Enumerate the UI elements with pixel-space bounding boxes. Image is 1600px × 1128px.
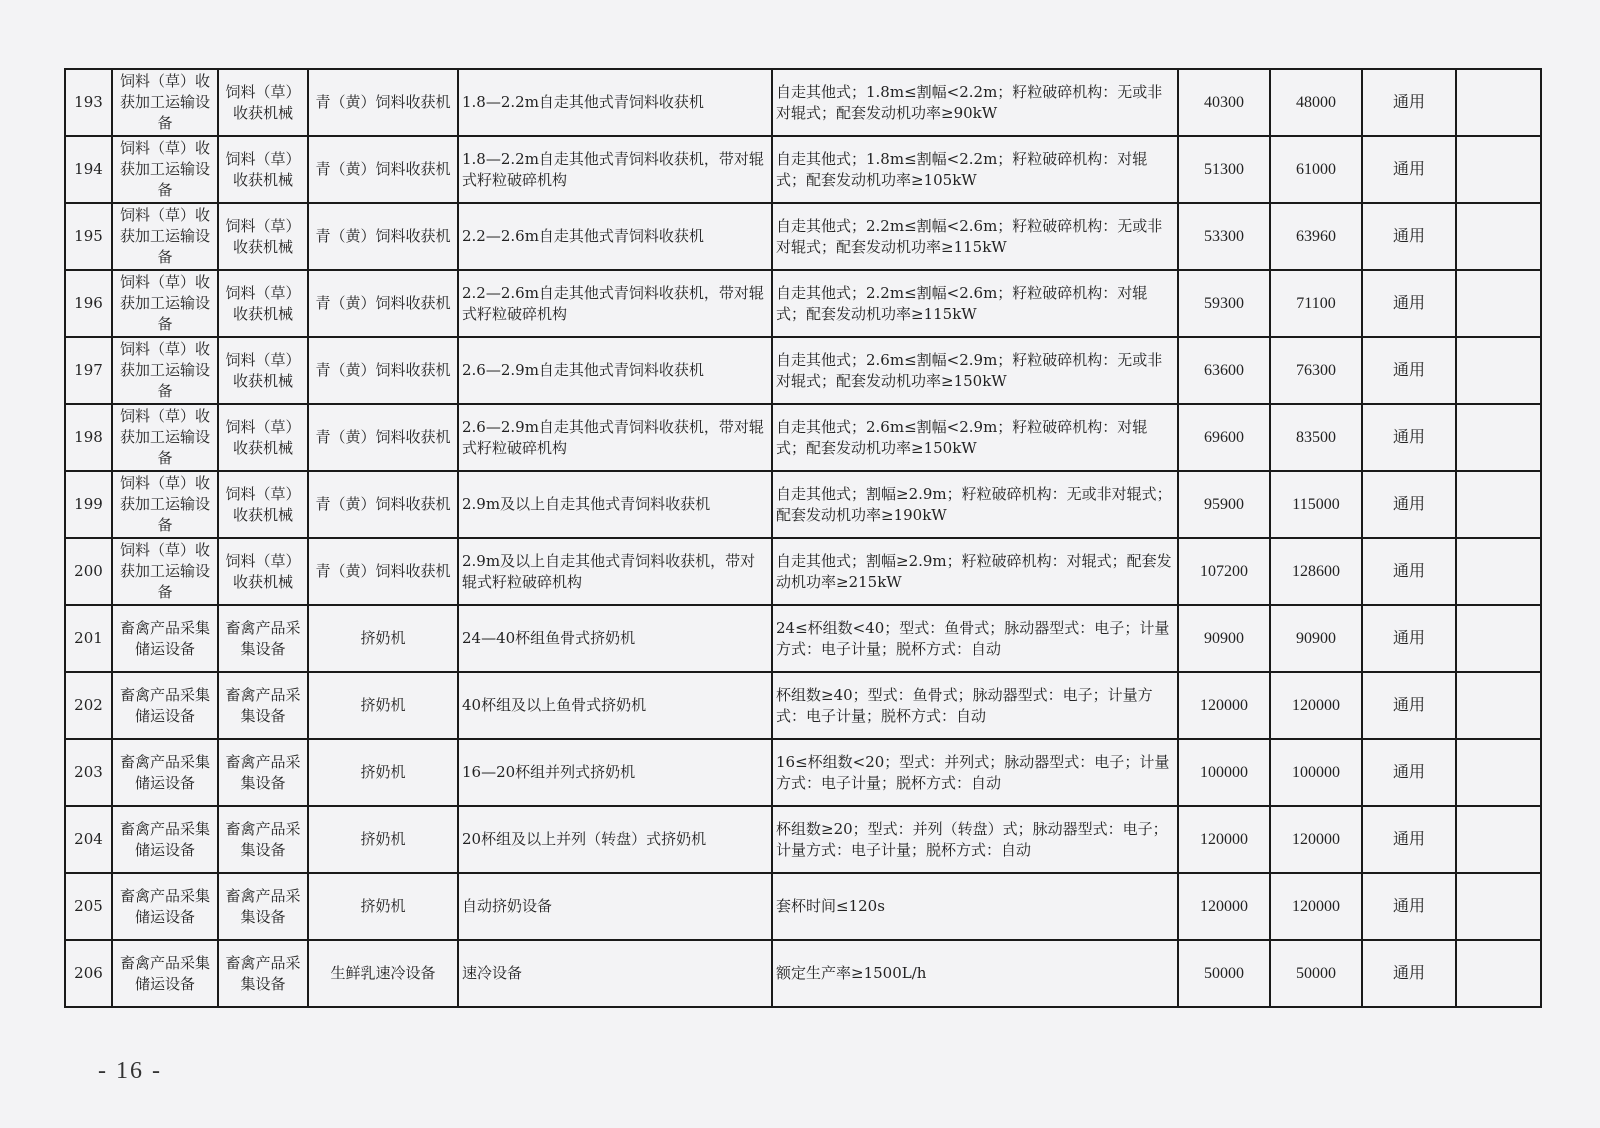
row-number-cell: 201 — [65, 605, 112, 672]
subsidy-amount-cell: 120000 — [1178, 806, 1270, 873]
spec-cell: 套杯时间≤120s — [772, 873, 1178, 940]
row-number-cell: 199 — [65, 471, 112, 538]
subsidy-amount-cell-2: 61000 — [1270, 136, 1362, 203]
subsidy-amount-cell: 120000 — [1178, 672, 1270, 739]
note-cell — [1456, 270, 1541, 337]
tier-name-cell: 2.2—2.6m自走其他式青饲料收获机 — [458, 203, 772, 270]
tier-name-cell: 自动挤奶设备 — [458, 873, 772, 940]
category-item-cell: 青（黄）饲料收获机 — [308, 203, 458, 270]
table-row — [65, 337, 1541, 404]
row-number-cell: 206 — [65, 940, 112, 1007]
category-minor-cell: 饲料（草）收获机械 — [218, 404, 308, 471]
category-major-cell: 畜禽产品采集储运设备 — [112, 605, 218, 672]
tier-name-cell: 40杯组及以上鱼骨式挤奶机 — [458, 672, 772, 739]
category-item-cell: 挤奶机 — [308, 739, 458, 806]
note-cell — [1456, 806, 1541, 873]
table-row — [65, 605, 1541, 672]
subsidy-amount-cell: 50000 — [1178, 940, 1270, 1007]
spec-cell: 自走其他式；割幅≥2.9m；籽粒破碎机构：对辊式；配套发动机功率≥215kW — [772, 538, 1178, 605]
category-item-cell: 挤奶机 — [308, 806, 458, 873]
note-cell — [1456, 739, 1541, 806]
tier-name-cell: 16—20杯组并列式挤奶机 — [458, 739, 772, 806]
scope-cell: 通用 — [1362, 739, 1456, 806]
category-major-cell: 饲料（草）收获加工运输设备 — [112, 136, 218, 203]
tier-name-cell: 1.8—2.2m自走其他式青饲料收获机，带对辊式籽粒破碎机构 — [458, 136, 772, 203]
table-row — [65, 940, 1541, 1007]
category-major-cell: 畜禽产品采集储运设备 — [112, 672, 218, 739]
category-major-cell: 畜禽产品采集储运设备 — [112, 739, 218, 806]
subsidy-amount-cell-2: 120000 — [1270, 873, 1362, 940]
spec-cell: 自走其他式；割幅≥2.9m；籽粒破碎机构：无或非对辊式；配套发动机功率≥190kW — [772, 471, 1178, 538]
note-cell — [1456, 203, 1541, 270]
scope-cell: 通用 — [1362, 605, 1456, 672]
scope-cell: 通用 — [1362, 672, 1456, 739]
category-item-cell: 生鲜乳速冷设备 — [308, 940, 458, 1007]
category-major-cell: 饲料（草）收获加工运输设备 — [112, 404, 218, 471]
subsidy-amount-cell: 51300 — [1178, 136, 1270, 203]
category-item-cell: 青（黄）饲料收获机 — [308, 404, 458, 471]
spec-cell: 自走其他式；2.2m≤割幅<2.6m；籽粒破碎机构：对辊式；配套发动机功率≥115kW — [772, 270, 1178, 337]
category-item-cell: 挤奶机 — [308, 605, 458, 672]
note-cell — [1456, 605, 1541, 672]
table-row — [65, 203, 1541, 270]
note-cell — [1456, 337, 1541, 404]
scope-cell: 通用 — [1362, 940, 1456, 1007]
category-minor-cell: 饲料（草）收获机械 — [218, 337, 308, 404]
category-item-cell: 青（黄）饲料收获机 — [308, 538, 458, 605]
category-major-cell: 饲料（草）收获加工运输设备 — [112, 538, 218, 605]
tier-name-cell: 20杯组及以上并列（转盘）式挤奶机 — [458, 806, 772, 873]
scope-cell: 通用 — [1362, 404, 1456, 471]
category-major-cell: 饲料（草）收获加工运输设备 — [112, 337, 218, 404]
scope-cell: 通用 — [1362, 270, 1456, 337]
category-item-cell: 青（黄）饲料收获机 — [308, 69, 458, 136]
tier-name-cell: 2.9m及以上自走其他式青饲料收获机 — [458, 471, 772, 538]
note-cell — [1456, 538, 1541, 605]
tier-name-cell: 2.6—2.9m自走其他式青饲料收获机 — [458, 337, 772, 404]
subsidy-amount-cell: 63600 — [1178, 337, 1270, 404]
tier-name-cell: 2.6—2.9m自走其他式青饲料收获机，带对辊式籽粒破碎机构 — [458, 404, 772, 471]
category-major-cell: 畜禽产品采集储运设备 — [112, 806, 218, 873]
table-row — [65, 69, 1541, 136]
category-major-cell: 饲料（草）收获加工运输设备 — [112, 69, 218, 136]
subsidy-amount-cell-2: 48000 — [1270, 69, 1362, 136]
table-row — [65, 672, 1541, 739]
spec-cell: 自走其他式；1.8m≤割幅<2.2m；籽粒破碎机构：无或非对辊式；配套发动机功率≥90kW — [772, 69, 1178, 136]
table-row — [65, 873, 1541, 940]
category-major-cell: 畜禽产品采集储运设备 — [112, 940, 218, 1007]
row-number-cell: 198 — [65, 404, 112, 471]
scope-cell: 通用 — [1362, 337, 1456, 404]
category-minor-cell: 畜禽产品采集设备 — [218, 940, 308, 1007]
subsidy-amount-cell: 95900 — [1178, 471, 1270, 538]
tier-name-cell: 1.8—2.2m自走其他式青饲料收获机 — [458, 69, 772, 136]
category-minor-cell: 饲料（草）收获机械 — [218, 69, 308, 136]
note-cell — [1456, 940, 1541, 1007]
subsidy-amount-cell: 40300 — [1178, 69, 1270, 136]
subsidy-amount-cell-2: 83500 — [1270, 404, 1362, 471]
tier-name-cell: 速冷设备 — [458, 940, 772, 1007]
spec-cell: 自走其他式；2.2m≤割幅<2.6m；籽粒破碎机构：无或非对辊式；配套发动机功率≥115kW — [772, 203, 1178, 270]
subsidy-amount-cell-2: 100000 — [1270, 739, 1362, 806]
category-minor-cell: 饲料（草）收获机械 — [218, 270, 308, 337]
row-number-cell: 194 — [65, 136, 112, 203]
note-cell — [1456, 404, 1541, 471]
scope-cell: 通用 — [1362, 873, 1456, 940]
spec-cell: 24≤杯组数<40；型式：鱼骨式；脉动器型式：电子；计量方式：电子计量；脱杯方式：自动 — [772, 605, 1178, 672]
row-number-cell: 204 — [65, 806, 112, 873]
table-row — [65, 739, 1541, 806]
scope-cell: 通用 — [1362, 538, 1456, 605]
category-minor-cell: 畜禽产品采集设备 — [218, 605, 308, 672]
page-number: - 16 - — [98, 1058, 162, 1084]
spec-cell: 额定生产率≥1500L/h — [772, 940, 1178, 1007]
scope-cell: 通用 — [1362, 471, 1456, 538]
subsidy-amount-cell-2: 63960 — [1270, 203, 1362, 270]
scope-cell: 通用 — [1362, 69, 1456, 136]
category-major-cell: 饲料（草）收获加工运输设备 — [112, 203, 218, 270]
note-cell — [1456, 672, 1541, 739]
tier-name-cell: 24—40杯组鱼骨式挤奶机 — [458, 605, 772, 672]
scope-cell: 通用 — [1362, 136, 1456, 203]
subsidy-amount-cell-2: 120000 — [1270, 672, 1362, 739]
row-number-cell: 197 — [65, 337, 112, 404]
table-row — [65, 471, 1541, 538]
subsidy-amount-cell-2: 76300 — [1270, 337, 1362, 404]
subsidy-table — [64, 68, 1542, 1008]
subsidy-amount-cell-2: 71100 — [1270, 270, 1362, 337]
subsidy-amount-cell: 120000 — [1178, 873, 1270, 940]
note-cell — [1456, 471, 1541, 538]
tier-name-cell: 2.9m及以上自走其他式青饲料收获机，带对辊式籽粒破碎机构 — [458, 538, 772, 605]
spec-cell: 自走其他式；2.6m≤割幅<2.9m；籽粒破碎机构：无或非对辊式；配套发动机功率≥150kW — [772, 337, 1178, 404]
category-item-cell: 青（黄）饲料收获机 — [308, 270, 458, 337]
scope-cell: 通用 — [1362, 806, 1456, 873]
row-number-cell: 205 — [65, 873, 112, 940]
table-row — [65, 404, 1541, 471]
spec-cell: 自走其他式；2.6m≤割幅<2.9m；籽粒破碎机构：对辊式；配套发动机功率≥150kW — [772, 404, 1178, 471]
row-number-cell: 203 — [65, 739, 112, 806]
subsidy-amount-cell-2: 90900 — [1270, 605, 1362, 672]
tier-name-cell: 2.2—2.6m自走其他式青饲料收获机，带对辊式籽粒破碎机构 — [458, 270, 772, 337]
spec-cell: 16≤杯组数<20；型式：并列式；脉动器型式：电子；计量方式：电子计量；脱杯方式：自动 — [772, 739, 1178, 806]
row-number-cell: 202 — [65, 672, 112, 739]
note-cell — [1456, 136, 1541, 203]
subsidy-amount-cell-2: 120000 — [1270, 806, 1362, 873]
row-number-cell: 193 — [65, 69, 112, 136]
category-item-cell: 青（黄）饲料收获机 — [308, 471, 458, 538]
category-major-cell: 饲料（草）收获加工运输设备 — [112, 270, 218, 337]
subsidy-amount-cell: 90900 — [1178, 605, 1270, 672]
category-minor-cell: 畜禽产品采集设备 — [218, 873, 308, 940]
note-cell — [1456, 873, 1541, 940]
subsidy-amount-cell: 69600 — [1178, 404, 1270, 471]
subsidy-amount-cell-2: 115000 — [1270, 471, 1362, 538]
category-minor-cell: 畜禽产品采集设备 — [218, 806, 308, 873]
category-item-cell: 挤奶机 — [308, 873, 458, 940]
table-row — [65, 538, 1541, 605]
subsidy-amount-cell: 59300 — [1178, 270, 1270, 337]
row-number-cell: 195 — [65, 203, 112, 270]
category-item-cell: 挤奶机 — [308, 672, 458, 739]
spec-cell: 杯组数≥20；型式：并列（转盘）式；脉动器型式：电子；计量方式：电子计量；脱杯方式：自动 — [772, 806, 1178, 873]
subsidy-amount-cell: 107200 — [1178, 538, 1270, 605]
table-row — [65, 806, 1541, 873]
category-minor-cell: 饲料（草）收获机械 — [218, 471, 308, 538]
row-number-cell: 200 — [65, 538, 112, 605]
category-minor-cell: 饲料（草）收获机械 — [218, 136, 308, 203]
spec-cell: 自走其他式；1.8m≤割幅<2.2m；籽粒破碎机构：对辊式；配套发动机功率≥105kW — [772, 136, 1178, 203]
subsidy-amount-cell-2: 50000 — [1270, 940, 1362, 1007]
category-major-cell: 饲料（草）收获加工运输设备 — [112, 471, 218, 538]
subsidy-amount-cell: 53300 — [1178, 203, 1270, 270]
category-item-cell: 青（黄）饲料收获机 — [308, 337, 458, 404]
row-number-cell: 196 — [65, 270, 112, 337]
table-row — [65, 270, 1541, 337]
subsidy-amount-cell-2: 128600 — [1270, 538, 1362, 605]
category-minor-cell: 饲料（草）收获机械 — [218, 538, 308, 605]
table-row — [65, 136, 1541, 203]
table-body — [65, 69, 1541, 1007]
category-minor-cell: 畜禽产品采集设备 — [218, 672, 308, 739]
category-item-cell: 青（黄）饲料收获机 — [308, 136, 458, 203]
note-cell — [1456, 69, 1541, 136]
category-minor-cell: 饲料（草）收获机械 — [218, 203, 308, 270]
subsidy-amount-cell: 100000 — [1178, 739, 1270, 806]
category-major-cell: 畜禽产品采集储运设备 — [112, 873, 218, 940]
scope-cell: 通用 — [1362, 203, 1456, 270]
spec-cell: 杯组数≥40；型式：鱼骨式；脉动器型式：电子；计量方式：电子计量；脱杯方式：自动 — [772, 672, 1178, 739]
category-minor-cell: 畜禽产品采集设备 — [218, 739, 308, 806]
